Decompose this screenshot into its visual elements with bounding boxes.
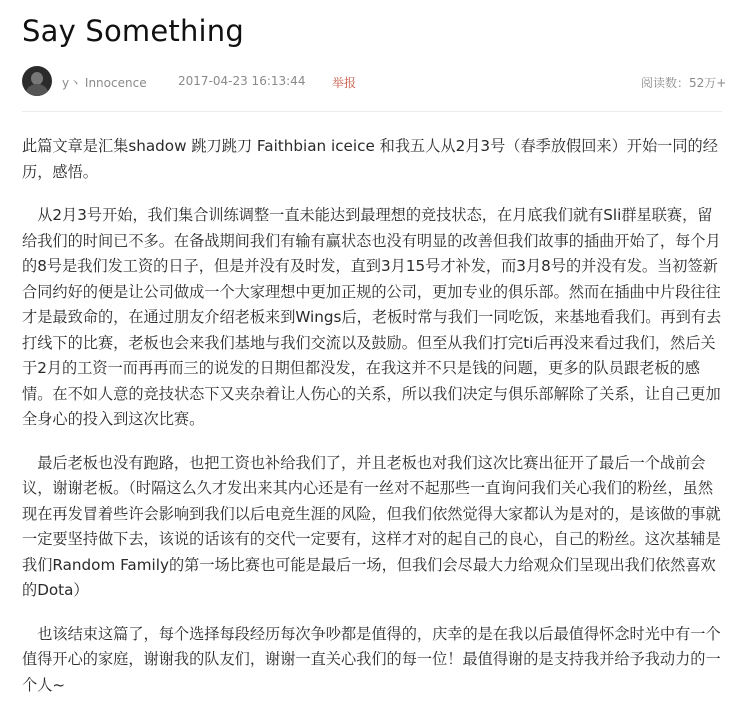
report-link[interactable]: 举报 — [332, 76, 357, 90]
view-count-value: 52万+ — [689, 76, 727, 90]
article-paragraph-4: 也该结束这篇了，每个选择每段经历每次争吵都是值得的，庆幸的是在我以后最值得怀念时光中有一个值得开心的家庭，谢谢我的队友们，谢谢一直关心我们的每一位！最值得谢的是支持我并给予我动力的一个人~ — [22, 624, 721, 694]
article-body — [22, 134, 722, 716]
publish-date: 2017-04-23 16:13:44 — [178, 74, 306, 88]
article-paragraph-1: 此篇文章是汇集shadow 跳刀跳刀 Faithbian iceice 和我五人从2月3号（春季放假回来）开始一同的经历，感悟。 — [22, 137, 718, 181]
user-avatar-icon[interactable] — [22, 66, 52, 96]
article-meta — [22, 66, 727, 98]
author-name[interactable]: y丶 Innocence — [62, 76, 147, 90]
page-title: Say Something — [22, 14, 244, 48]
article-paragraph-2: 从2月3号开始，我们集合训练调整一直未能达到最理想的竞技状态，在月底我们就有Sli群星联赛，留给我们的时间已不多。在备战期间我们有输有赢状态也没有明显的改善但我们故事的插曲开始了，每个月的8号是我们发工资的日子，但是并没有及时发，直到3月15号才补发，而3月8号的并没有发。当初签新合同约好的便是让公司做成一个大家理想中更加正规的公司，更加专业的俱乐部。然而在插曲中片段往往才是最致命的，在通过朋友介绍老板来到Wings后，老板时常与我们一同吃饭，来基地看我们。再到有去打线下的比赛，老板也会来我们基地与我们交流以及鼓励。但至从我们打完ti后再没来看过我们，然后关于2月的工资一而再再而三的说发的日期但都没发，在我这并不只是钱的问题，更多的队员跟老板的感情。在不如人意的竞技状态下又夹杂着让人伤心的关系，所以我们决定与俱乐部解除了关系，让自己更加全身心的投入到这次比赛。 — [22, 206, 722, 428]
divider — [22, 111, 722, 112]
view-count-label: 阅读数： — [641, 76, 690, 90]
article-paragraph-3: 最后老板也没有跑路，也把工资也补给我们了，并且老板也对我们这次比赛出征开了最后一个战前会议，谢谢老板。（时隔这么久才发出来其内心还是有一丝对不起那些一直询问我们关心我们的粉丝，虽然现在再发冒着些许会影响到我们以后电竞生涯的风险，但我们依然觉得大家都认为是对的，是该做的事就一定要坚持做下去，该说的话该有的交代一定要有，这样才对的起自己的良心，自己的粉丝。这次基辅是我们Random Family的第一场比赛也可能是最后一场，但我们会尽最大力给观众们呈现出我们依然喜欢的Dota） — [22, 453, 721, 599]
